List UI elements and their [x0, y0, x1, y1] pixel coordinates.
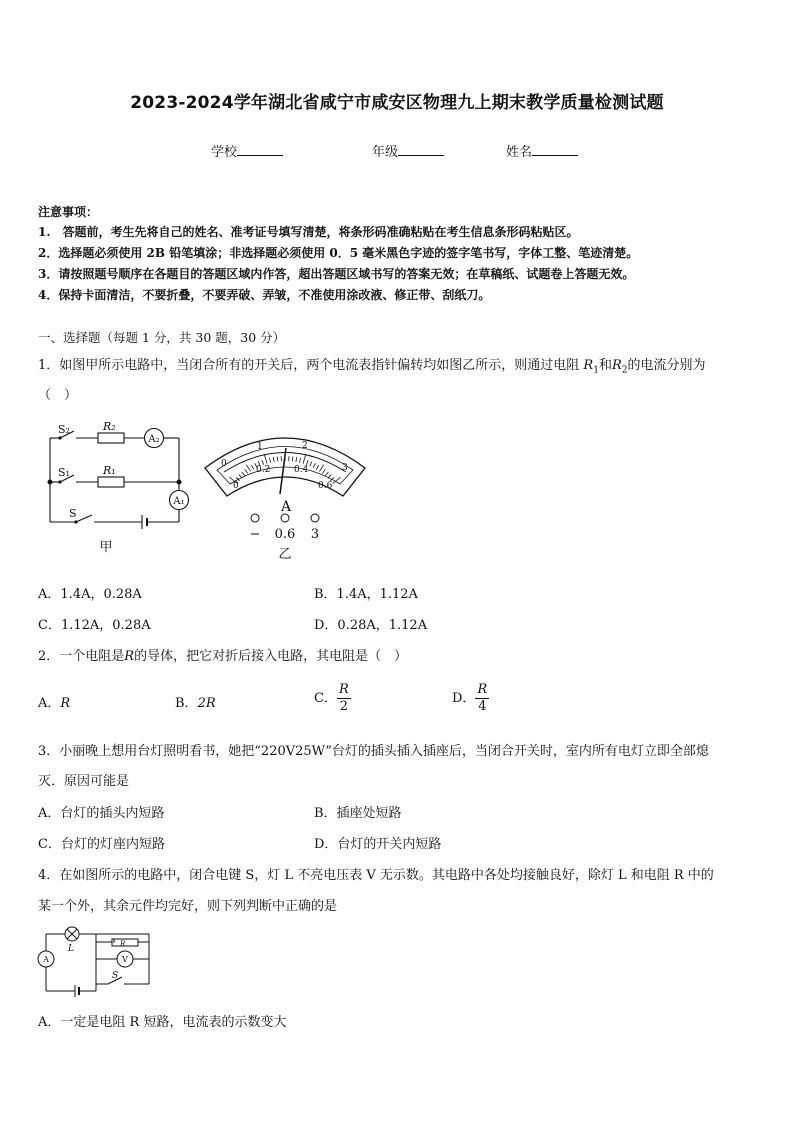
- page-title: 2023-2024学年湖北省咸宁市咸安区物理九上期末教学质量检测试题: [130, 93, 664, 113]
- q3-option-d[interactable]: D．台灯的开关内短路: [314, 837, 442, 852]
- ammeter-a1-label: A₁: [173, 496, 185, 507]
- dial-tick: [273, 457, 274, 462]
- name-field: [506, 141, 578, 160]
- dial-tick: [242, 472, 245, 476]
- dial-unit: A: [280, 499, 292, 515]
- q1-option-b[interactable]: B．1.4A，1.12A: [314, 587, 418, 602]
- dial-tick: [300, 458, 301, 463]
- q2-option-b[interactable]: B．2R: [175, 696, 216, 711]
- dial-tick: [296, 457, 297, 462]
- dial-tick: [319, 465, 323, 472]
- question-3-line1: 3．小丽晚上想用台灯照明看书，她把“220V25W”台灯的插头插入插座后，当闭合开关时，室内所有电灯立即全部熄: [38, 744, 709, 759]
- ammeter-dial-yi: [200, 428, 370, 566]
- outer-tick-label: 1: [257, 442, 263, 452]
- resistor-r2-label: R₂: [103, 420, 116, 433]
- section-heading: 一、选择题（每题 1 分，共 30 题，30 分）: [38, 330, 286, 345]
- q2-option-d[interactable]: D． $\frac{R}{4}$: [452, 682, 488, 714]
- circuit-diagram-jia: [36, 418, 196, 558]
- name-label: 姓名: [506, 145, 533, 160]
- note-item: 4．保持卡面清洁，不要折叠，不要弄破、弄皱，不准使用涂改液、修正带、刮纸刀。: [38, 288, 491, 302]
- dial-tick: [292, 457, 293, 462]
- inner-tick-label: 0.4: [294, 465, 309, 475]
- school-blank: [237, 143, 283, 156]
- question-4-line1: 4．在如图所示的电路中，闭合电键 S，灯 L 不亮电压表 V 无示数。其电路中各处均接触良好，除灯 L 和电阻 R 中的: [38, 868, 714, 883]
- question-3-line2: 灭．原因可能是: [38, 774, 130, 789]
- q1-option-c[interactable]: C．1.12A，0.28A: [38, 618, 151, 633]
- switch-s2-label: S₂: [58, 423, 70, 436]
- fraction: $\frac{R}{2}$: [338, 682, 349, 714]
- q4-option-a[interactable]: A．一定是电阻 R 短路，电流表的示数变大: [38, 1015, 287, 1030]
- outer-tick-label: 3: [342, 463, 348, 473]
- grade-field: [372, 141, 444, 160]
- lamp-label: L: [68, 944, 74, 954]
- resistor-label: R: [120, 940, 126, 948]
- q3-option-b[interactable]: B．插座处短路: [314, 806, 402, 821]
- ammeter-label: A: [43, 955, 49, 964]
- switch-s-label: S: [69, 507, 77, 520]
- inner-tick-label: 0: [233, 481, 239, 491]
- note-item: 1. 答题前，考生先将自己的姓名、准考证号填写清楚，将条形码准确粘贴在考生信息条形码粘贴区。: [38, 225, 579, 239]
- q3-option-a[interactable]: A．台灯的插头内短路: [38, 806, 165, 821]
- note-item: 2．选择题必须使用 2B 铅笔填涂；非选择题必须使用 0．5 毫米黑色字迹的签字笔书写，字体工整、笔迹清楚。: [38, 246, 639, 260]
- fraction: $\frac{R}{4}$: [477, 682, 488, 714]
- q2-option-c[interactable]: C． $\frac{R}{2}$: [314, 682, 349, 714]
- terminal-label: −: [249, 527, 261, 542]
- resistor-r1-label: R₁: [103, 464, 116, 477]
- switch-s1-label: S₁: [58, 466, 70, 479]
- dial-tick: [239, 475, 242, 479]
- outer-tick-label: 2: [302, 441, 308, 451]
- voltmeter-label: V: [122, 955, 128, 964]
- q1-option-a[interactable]: A．1.4A，0.28A: [38, 587, 142, 602]
- dial-tick: [303, 454, 306, 464]
- question-4-line2: 某一个外，其余元件均完好，则下列判断中正确的是: [38, 899, 338, 914]
- terminal-label: 0.6: [274, 527, 296, 542]
- question-1-text: 1．如图甲所示电路中，当闭合所有的开关后，两个电流表指针偏转均如图乙所示，则通过电阻 $R_1$和$R_2$的电流分别为: [38, 358, 706, 376]
- dial-tick: [264, 454, 267, 464]
- outer-tick-label: 0: [221, 459, 227, 469]
- dial-tick: [313, 463, 315, 467]
- dial-tick: [328, 475, 331, 479]
- dial-needle: [280, 448, 286, 494]
- dial-tick: [277, 457, 278, 462]
- dial-tick: [310, 462, 312, 467]
- grade-label: 年级: [372, 145, 399, 160]
- circuit-diagram-q4: [34, 924, 156, 1000]
- question-2-text: 2．一个电阻是R的导体，把它对折后接入电路，其电阻是（ ）: [38, 649, 408, 664]
- terminal-label: 3: [310, 527, 320, 542]
- dial-tick: [325, 472, 328, 476]
- inner-tick-label: 0.6: [318, 481, 333, 491]
- notes-heading: 注意事项：: [38, 205, 99, 219]
- dial-tick: [316, 465, 319, 469]
- ammeter-a2-label: A₂: [148, 434, 160, 445]
- figure-yi-caption: 乙: [278, 547, 292, 562]
- q2-option-a[interactable]: A．R: [38, 696, 71, 711]
- grade-blank: [398, 143, 444, 156]
- q1-option-d[interactable]: D．0.28A，1.12A: [314, 618, 428, 633]
- school-label: 学校: [211, 145, 238, 160]
- question-1-paren: （ ）: [38, 388, 78, 403]
- q3-option-c[interactable]: C．台灯的灯座内短路: [38, 837, 165, 852]
- dial-tick: [322, 470, 325, 474]
- dial-tick: [246, 465, 250, 472]
- figure-jia-caption: 甲: [99, 540, 113, 555]
- dial-tick: [251, 465, 254, 469]
- switch-label: S: [112, 971, 119, 981]
- inner-tick-label: 0.2: [256, 465, 271, 475]
- dial-tick: [270, 458, 271, 463]
- dial-tick: [245, 469, 248, 473]
- name-blank: [532, 143, 578, 156]
- school-field: [211, 141, 283, 160]
- note-item: 3．请按照题号顺序在各题目的答题区域内作答，超出答题区域书写的答案无效；在草稿纸、试题卷上答题无效。: [38, 267, 635, 281]
